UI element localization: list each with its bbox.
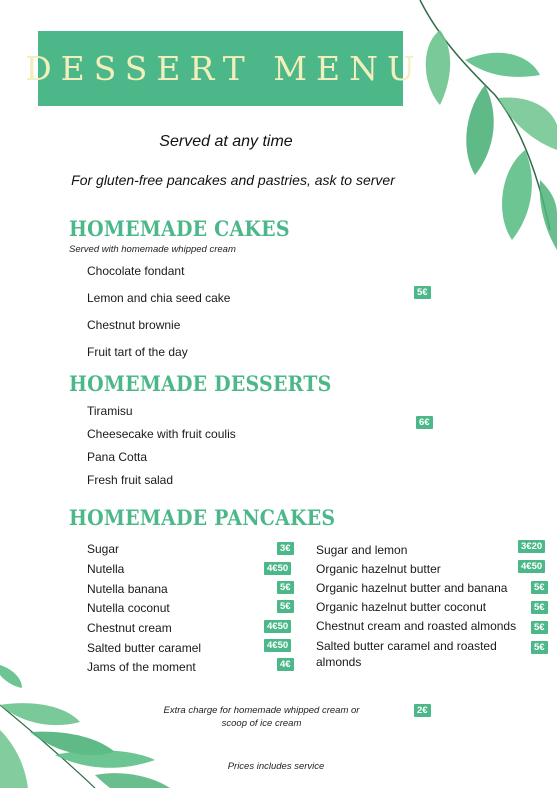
gluten-free-note: For gluten-free pancakes and pastries, ask to server	[71, 172, 395, 188]
pancake-price-badge: 4€50	[264, 620, 291, 633]
pancakes-heading: HOMEMADE PANCAKES	[69, 505, 336, 531]
footer-note: Prices includes service	[227, 761, 325, 772]
pancake-price-badge: 3€20	[518, 540, 545, 553]
pancake-item: Nutella banana	[87, 582, 168, 596]
cake-item: Chocolate fondant	[87, 264, 185, 278]
cake-item: Lemon and chia seed cake	[87, 291, 231, 305]
pancake-item: Salted butter caramel and roasted almonds	[316, 639, 497, 669]
pancake-price-badge: 5€	[277, 600, 294, 613]
pancake-item: Jams of the moment	[87, 660, 196, 674]
cakes-price-badge: 5€	[414, 286, 431, 299]
pancake-item: Sugar and lemon	[316, 543, 408, 557]
pancake-item: Salted butter caramel	[87, 641, 202, 655]
pancake-item: Chestnut cream	[87, 621, 172, 635]
cakes-note: Served with homemade whipped cream	[69, 244, 236, 255]
dessert-item: Tiramisu	[87, 404, 133, 418]
pancake-item: Sugar	[87, 542, 120, 556]
pancake-price-badge: 5€	[277, 581, 294, 594]
cake-item: Chestnut brownie	[87, 318, 181, 332]
desserts-heading: HOMEMADE DESSERTS	[69, 371, 332, 397]
dessert-item: Fresh fruit salad	[87, 473, 174, 487]
pancake-price-badge: 5€	[531, 641, 548, 654]
pancake-price-badge: 5€	[531, 601, 548, 614]
served-subtitle: Served at any time	[159, 133, 293, 150]
extra-charge-note	[150, 704, 373, 730]
pancake-price-badge: 3€	[277, 542, 294, 555]
cake-item: Fruit tart of the day	[87, 345, 188, 359]
pancake-price-badge: 4€50	[264, 562, 291, 575]
pancake-price-badge: 4€50	[518, 560, 545, 573]
pancake-item: Nutella	[87, 562, 125, 576]
pancake-item: Organic hazelnut butter	[316, 562, 441, 576]
pancake-item: Chestnut cream and roasted almonds	[316, 619, 517, 633]
dessert-item: Cheesecake with fruit coulis	[87, 427, 236, 441]
dessert-item: Pana Cotta	[87, 450, 148, 464]
extra-charge-line: scoop of ice cream	[221, 718, 302, 729]
extra-charge-price-badge: 2€	[414, 704, 431, 717]
pancake-item: Organic hazelnut butter and banana	[316, 581, 508, 595]
pancake-price-badge: 5€	[531, 621, 548, 634]
pancake-price-badge: 4€50	[264, 639, 291, 652]
pancake-price-badge: 4€	[277, 658, 294, 671]
cakes-heading: HOMEMADE CAKES	[69, 216, 290, 242]
page-title: DESSERT MENU	[25, 49, 424, 88]
desserts-price-badge: 6€	[416, 416, 433, 429]
title-banner	[25, 31, 424, 106]
pancake-price-badge: 5€	[531, 581, 548, 594]
pancake-item: Organic hazelnut butter coconut	[316, 600, 487, 614]
pancake-item: Nutella coconut	[87, 601, 170, 615]
extra-charge-line: Extra charge for homemade whipped cream or	[163, 705, 360, 716]
